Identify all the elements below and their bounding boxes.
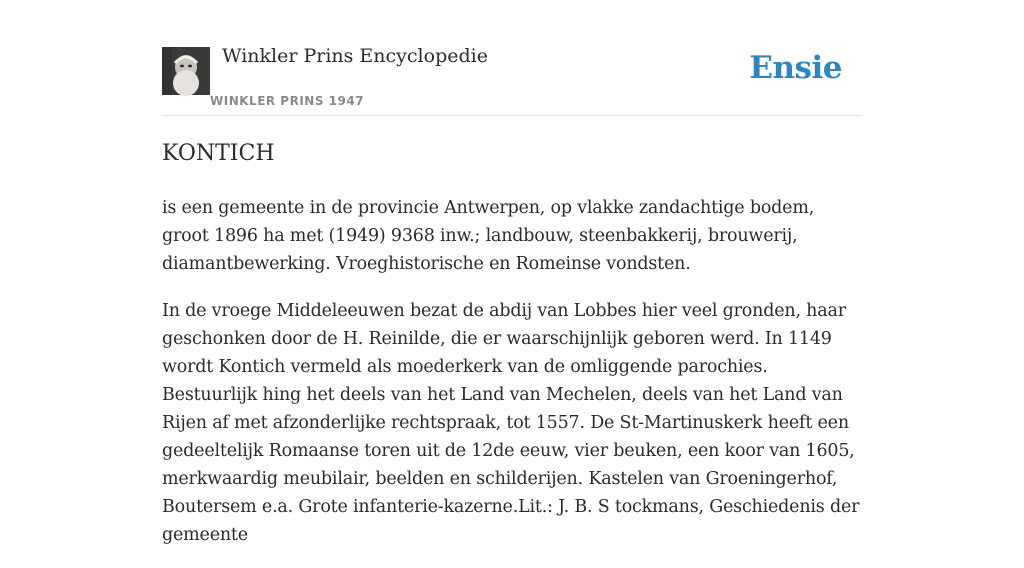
article <box>162 138 862 568</box>
ensie-logo[interactable]: Ensie <box>749 50 842 86</box>
site-header <box>162 0 862 116</box>
source-subtitle[interactable]: WINKLER PRINS 1947 <box>210 94 365 108</box>
article-paragraph: is een gemeente in de provincie Antwerpen, op vlakke zandachtige bodem, groot 1896 ha met (1949) 9368 inw.; landbouw, steenbakkerij, brouwerij, diamantbewerking. Vroeghistorische en Romeinse vondsten. <box>162 198 815 274</box>
site-title[interactable]: Winkler Prins Encyclopedie <box>222 45 488 67</box>
portrait-icon <box>162 47 210 95</box>
article-title: KONTICH <box>162 141 275 166</box>
avatar[interactable] <box>162 47 210 95</box>
article-paragraph: In de vroege Middeleeuwen bezat de abdij van Lobbes hier veel gronden, haar geschonken door de H. Reinilde, die er waarschijnlijk geboren werd. In 1149 wordt Kontich vermeld als moederkerk van de omliggende parochies. Bestuurlijk hing het deels van het Land van Mechelen, deels van het Land van Rijen af met afzonderlijke rechtspraak, tot 1557. De St-Martinuskerk heeft een gedeeltelijk Romaanse toren uit de 12de eeuw, vier beuken, een koor van 1605, merkwaardig meubilair, beelden en schilderijen. Kastelen van Groeningerhof, Boutersem e.a. Grote infanterie-kazerne.Lit.: J. B. S tockmans, Geschiedenis der gemeente <box>162 301 860 545</box>
